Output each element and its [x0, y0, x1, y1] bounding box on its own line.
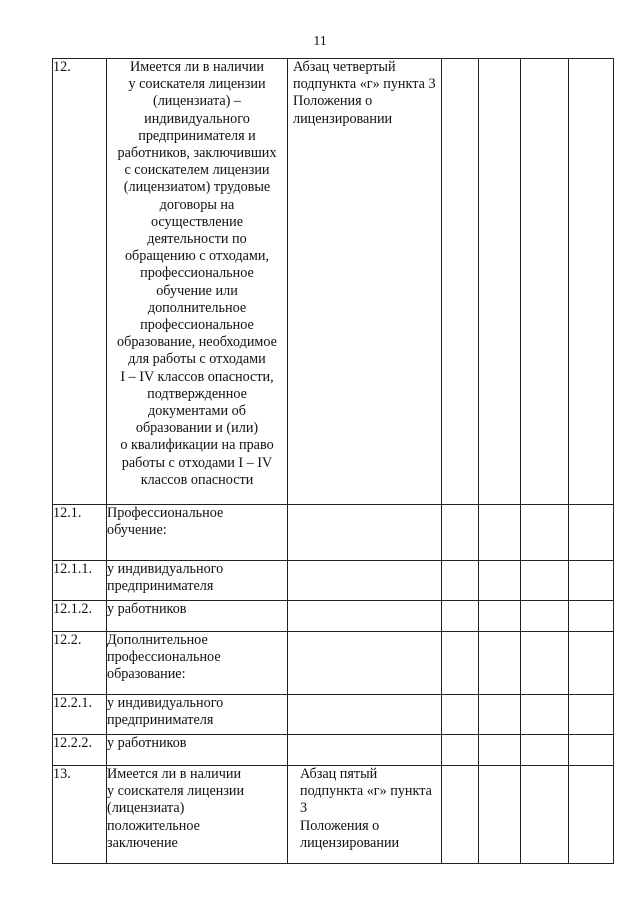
requirement-line: обучение: — [107, 522, 167, 539]
reference-line: Абзац пятый — [300, 766, 378, 782]
requirement-line: профессиональное — [107, 649, 221, 666]
requirement-line: у соискателя лицензии — [107, 783, 245, 800]
requirement-line: (лицензиата) — [107, 800, 185, 817]
requirement-line: индивидуального — [144, 110, 250, 127]
row-number: 12.2. — [53, 632, 107, 695]
requirement-line: документами об — [148, 403, 246, 420]
row-number: 12.1.1. — [53, 561, 107, 601]
table-row — [53, 59, 614, 505]
requirement-line: положительное — [107, 817, 200, 834]
legal-reference — [288, 735, 442, 766]
requirement-text — [107, 59, 288, 505]
requirement-line: образовании и (или) — [135, 420, 259, 437]
requirement-line: Имеется ли в наличии — [129, 59, 265, 75]
empty-answer-cell — [569, 695, 614, 735]
empty-answer-cell — [442, 561, 479, 601]
row-number: 12.2.1. — [53, 695, 107, 735]
row-number: 12.1.2. — [53, 601, 107, 632]
empty-answer-cell — [521, 695, 569, 735]
requirement-line: у индивидуального — [107, 695, 224, 711]
page-number: 11 — [313, 34, 327, 49]
empty-answer-cell — [479, 632, 521, 695]
requirement-line: у индивидуального — [107, 561, 224, 577]
reference-line: Положения о — [293, 93, 373, 110]
requirement-line: обращению с отходами, — [124, 248, 270, 265]
empty-answer-cell — [569, 59, 614, 505]
requirement-line: Имеется ли в наличии — [107, 766, 242, 782]
empty-answer-cell — [569, 766, 614, 864]
row-number: 12. — [53, 59, 107, 505]
table-row — [53, 601, 614, 632]
empty-answer-cell — [569, 601, 614, 632]
empty-answer-cell — [569, 632, 614, 695]
table-row — [53, 766, 614, 864]
requirement-line: предпринимателя — [107, 712, 214, 729]
requirement-line: дополнительное — [147, 299, 247, 316]
reference-line: подпункта «г» пункта 3 — [300, 783, 432, 817]
requirement-line: осуществление — [150, 213, 244, 230]
legal-reference — [288, 695, 442, 735]
requirement-line: подтвержденное — [147, 385, 247, 402]
requirement-line: Профессиональное — [107, 505, 224, 521]
legal-reference — [288, 59, 442, 505]
requirement-line: работников, заключивших — [117, 145, 277, 162]
empty-answer-cell — [521, 601, 569, 632]
legal-reference — [288, 766, 442, 864]
legal-reference — [288, 601, 442, 632]
table-body — [53, 59, 614, 864]
requirement-line: предпринимателя и — [138, 127, 256, 144]
empty-answer-cell — [479, 505, 521, 561]
empty-answer-cell — [479, 766, 521, 864]
empty-answer-cell — [442, 766, 479, 864]
requirement-line: (лицензиата) – — [152, 93, 242, 110]
requirement-line: предпринимателя — [107, 578, 214, 595]
requirement-line: обучение или — [156, 282, 238, 299]
empty-answer-cell — [521, 766, 569, 864]
requirement-line: образование, необходимое — [117, 334, 277, 351]
table-row — [53, 695, 614, 735]
legal-reference — [288, 505, 442, 561]
empty-answer-cell — [442, 59, 479, 505]
row-number: 12.2.2. — [53, 735, 107, 766]
requirement-line: договоры на — [159, 196, 235, 213]
empty-answer-cell — [569, 505, 614, 561]
table-row — [53, 735, 614, 766]
empty-answer-cell — [442, 601, 479, 632]
requirement-text — [107, 766, 288, 864]
empty-answer-cell — [521, 505, 569, 561]
empty-answer-cell — [521, 59, 569, 505]
empty-answer-cell — [479, 561, 521, 601]
requirement-line: классов опасности — [140, 471, 254, 488]
empty-answer-cell — [442, 695, 479, 735]
requirement-line: у работников — [107, 601, 187, 617]
empty-answer-cell — [442, 505, 479, 561]
requirement-line: у работников — [107, 735, 187, 751]
table-row — [53, 561, 614, 601]
row-number: 13. — [53, 766, 107, 864]
requirement-line: с соискателем лицензии — [124, 162, 270, 179]
requirement-line: I – IV классов опасности, — [120, 368, 274, 385]
checklist-table — [52, 58, 614, 864]
requirement-line: работы с отходами I – IV — [121, 454, 273, 471]
empty-answer-cell — [479, 695, 521, 735]
empty-answer-cell — [479, 59, 521, 505]
legal-reference — [288, 561, 442, 601]
requirement-line: профессиональное — [140, 317, 254, 334]
row-number: 12.1. — [53, 505, 107, 561]
empty-answer-cell — [442, 735, 479, 766]
empty-answer-cell — [569, 735, 614, 766]
requirement-text — [107, 632, 288, 695]
empty-answer-cell — [479, 601, 521, 632]
empty-answer-cell — [521, 561, 569, 601]
reference-line: Положения о — [300, 817, 380, 834]
reference-line: лицензировании — [293, 110, 393, 127]
requirement-line: деятельности по — [147, 231, 247, 248]
requirement-text — [107, 505, 288, 561]
requirement-text — [107, 601, 288, 632]
requirement-line: образование: — [107, 666, 186, 683]
requirement-line: Дополнительное — [107, 632, 208, 648]
requirement-line: заключение — [107, 834, 178, 851]
reference-line: лицензировании — [300, 834, 400, 851]
empty-answer-cell — [442, 632, 479, 695]
empty-answer-cell — [521, 735, 569, 766]
requirement-line: профессиональное — [140, 265, 254, 282]
empty-answer-cell — [479, 735, 521, 766]
reference-line: Абзац четвертый — [293, 59, 396, 75]
requirement-line: (лицензиатом) трудовые — [123, 179, 271, 196]
table-row — [53, 632, 614, 695]
legal-reference — [288, 632, 442, 695]
requirement-text — [107, 561, 288, 601]
reference-line: подпункта «г» пункта 3 — [293, 76, 436, 93]
requirement-text — [107, 695, 288, 735]
empty-answer-cell — [569, 561, 614, 601]
requirement-line: о квалификации на право — [120, 437, 274, 454]
requirement-line: для работы с отходами — [128, 351, 266, 368]
requirement-text — [107, 735, 288, 766]
table-row — [53, 505, 614, 561]
empty-answer-cell — [521, 632, 569, 695]
requirement-line: у соискателя лицензии — [128, 76, 266, 93]
